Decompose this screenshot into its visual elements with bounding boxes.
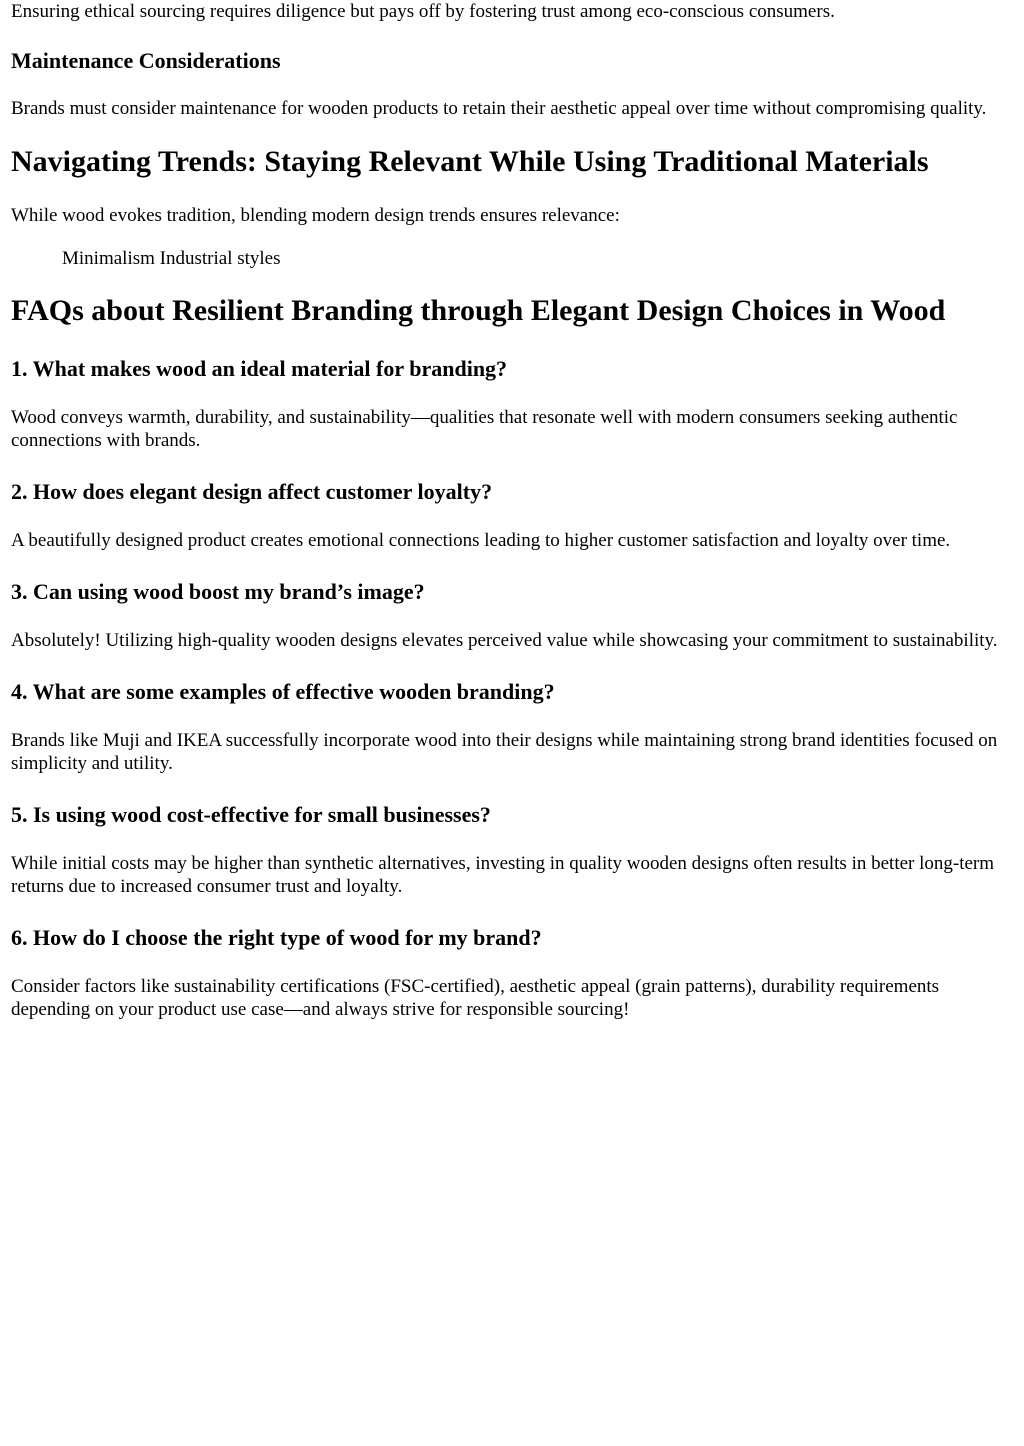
faq-answer: Wood conveys warmth, durability, and sustainability—qualities that resonate well with modern consumers seeking authentic connections with brands. xyxy=(11,407,958,451)
trends-list xyxy=(11,247,1013,270)
faq-question: 3. Can using wood boost my brand’s image? xyxy=(11,579,425,604)
trend-item: Industrial styles xyxy=(159,248,281,269)
faq-question: 6. How do I choose the right type of wood for my brand? xyxy=(11,925,542,950)
faq-answer: Brands like Muji and IKEA successfully incorporate wood into their designs while maintaining strong brand identities focused on simplicity and utility. xyxy=(11,730,998,774)
faq-question: 4. What are some examples of effective wooden branding? xyxy=(11,679,555,704)
faq-answer: While initial costs may be higher than synthetic alternatives, investing in quality wooden designs often results in better long-term returns due to increased consumer trust and loyalty. xyxy=(11,853,995,897)
faq-question: 2. How does elegant design affect customer loyalty? xyxy=(11,479,493,504)
intro-paragraph: Ensuring ethical sourcing requires diligence but pays off by fostering trust among eco-conscious consumers. xyxy=(11,1,835,22)
trends-heading: Navigating Trends: Staying Relevant While Using Traditional Materials xyxy=(11,145,929,178)
trend-item: Minimalism xyxy=(62,248,155,269)
maintenance-paragraph: Brands must consider maintenance for wooden products to retain their aesthetic appeal over time without compromising quality. xyxy=(11,98,987,119)
faq-question: 1. What makes wood an ideal material for branding? xyxy=(11,356,508,381)
faq-answer: A beautifully designed product creates emotional connections leading to higher customer satisfaction and loyalty over time. xyxy=(11,530,951,551)
faq-heading: FAQs about Resilient Branding through Elegant Design Choices in Wood xyxy=(11,294,946,327)
faq-answer: Absolutely! Utilizing high-quality wooden designs elevates perceived value while showcasing your commitment to sustainability. xyxy=(11,630,998,651)
faq-question: 5. Is using wood cost-effective for small businesses? xyxy=(11,802,491,827)
trends-paragraph: While wood evokes tradition, blending modern design trends ensures relevance: xyxy=(11,205,620,226)
faq-answer: Consider factors like sustainability certifications (FSC-certified), aesthetic appeal (grain patterns), durability requirements depending on your product use case—and always strive for responsible sourcing! xyxy=(11,976,940,1020)
maintenance-heading: Maintenance Considerations xyxy=(11,48,281,73)
